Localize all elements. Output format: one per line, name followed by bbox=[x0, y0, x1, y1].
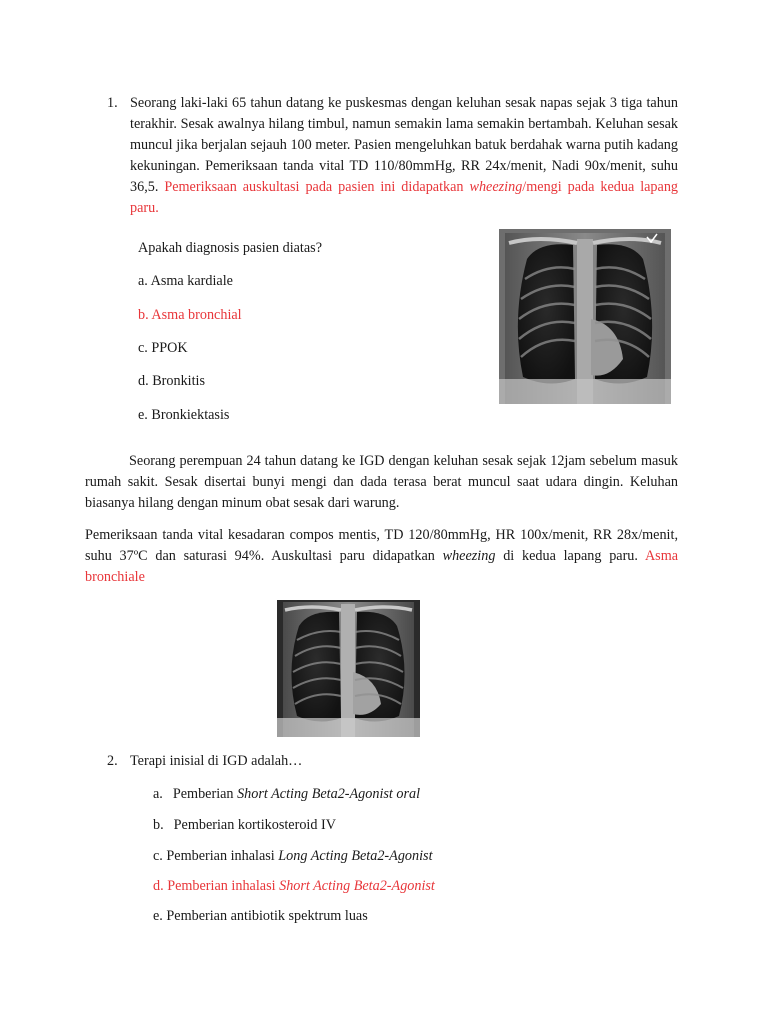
q1-option-e: e. Bronkiektasis bbox=[138, 407, 230, 423]
q2-option-e: e. Pemberian antibiotik spektrum luas bbox=[153, 908, 368, 924]
q1-wheezing-term: wheezing bbox=[469, 179, 523, 195]
q2-option-c: c. Pemberian inhalasi Long Acting Beta2-Agonist bbox=[153, 848, 433, 864]
q2-number: 2. bbox=[107, 753, 118, 769]
case2-examination: Pemeriksaan tanda vital kesadaran compos mentis, TD 120/80mmHg, HR 100x/menit, RR 28x/menit, suhu 37ºC dan saturasi 94%. Auskultasi paru didapatkan wheezing di kedua lapang paru. Asma bronchiale bbox=[85, 527, 679, 585]
q1-number: 1. bbox=[107, 95, 118, 111]
q1-question: Apakah diagnosis pasien diatas? bbox=[138, 240, 322, 256]
q2-option-d-answer: d. Pemberian inhalasi Short Acting Beta2-Agonist bbox=[153, 878, 435, 894]
q1-case-text bbox=[130, 93, 678, 219]
q1-case-plain: Seorang laki-laki 65 tahun datang ke puskesmas dengan keluhan sesak napas sejak 3 tiga tahun terakhir. Sesak awalnya hilang timbul, namun semakin lama semakin bertambah. Keluhan sesak muncul jika berjalan sejauh 100 meter. Pasien mengeluhkan batuk berdahak warna putih kadang kekuningan. Pemeriksaan tanda vital TD 110/80mmHg, RR 24x/menit, Nadi 90x/menit, suhu 36,5. bbox=[130, 95, 678, 195]
q1-option-c: c. PPOK bbox=[138, 340, 188, 356]
q1-option-a: a. Asma kardiale bbox=[138, 273, 233, 289]
case2-answer-highlight: Asma bronchiale bbox=[85, 548, 679, 585]
q1-option-b-answer: b. Asma bronchial bbox=[138, 307, 242, 323]
q1-option-d: d. Bronkitis bbox=[138, 373, 206, 389]
case2-history: Seorang perempuan 24 tahun datang ke IGD dengan keluhan sesak sejak 12jam sebelum masuk rumah sakit. Sesak disertai bunyi mengi dan dada terasa berat muncul saat udara dingin. Keluhan biasanya hilang dengan minum obat sesak dari warung. bbox=[85, 453, 678, 511]
chest-xray-image-1 bbox=[499, 229, 671, 404]
q2-option-b: b. Pemberian kortikosteroid IV bbox=[153, 817, 336, 833]
case2-wheezing-term: wheezing bbox=[442, 548, 496, 564]
q2-question: Terapi inisial di IGD adalah… bbox=[130, 753, 303, 769]
chest-xray-image-2 bbox=[277, 600, 420, 737]
q1-case-highlight: Pemeriksaan auskultasi pada pasien ini didapatkan wheezing/mengi pada kedua lapang paru. bbox=[130, 179, 679, 216]
q2-option-a: a. Pemberian Short Acting Beta2-Agonist oral bbox=[153, 786, 421, 802]
